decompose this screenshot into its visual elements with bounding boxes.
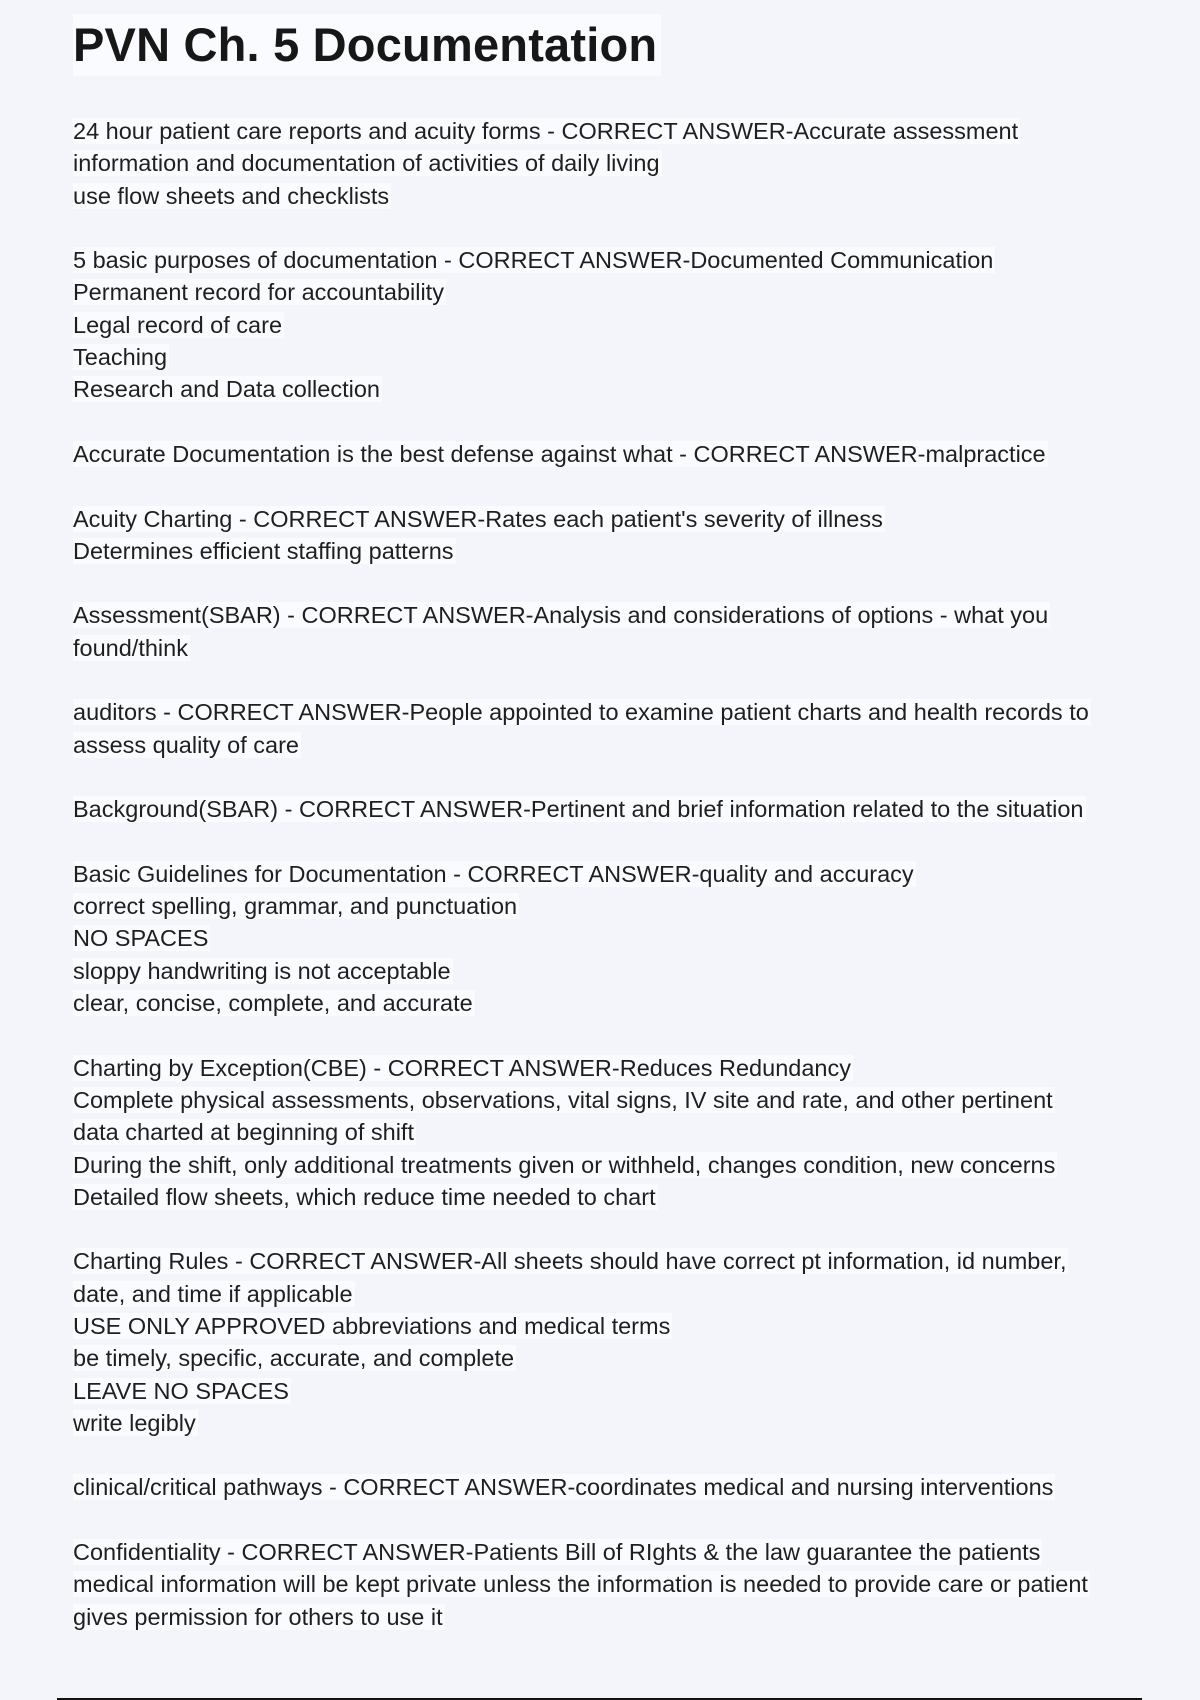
entry-line-text: gives permission for others to use it xyxy=(73,1603,443,1630)
qa-entry xyxy=(73,1471,1133,1503)
entry-line-text: Permanent record for accountability xyxy=(73,279,444,306)
entry-line xyxy=(73,1278,1133,1310)
entry-line-text: Charting Rules - CORRECT ANSWER-All sheets should have correct pt information, id number, xyxy=(73,1248,1067,1275)
entry-line xyxy=(73,1407,1133,1439)
entry-line-text: 24 hour patient care reports and acuity forms - CORRECT ANSWER-Accurate assessment xyxy=(73,118,1019,144)
qa-entry xyxy=(73,115,1133,212)
entry-line xyxy=(73,373,1133,405)
entry-line-text: NO SPACES xyxy=(73,925,209,952)
entry-line xyxy=(73,309,1133,341)
entry-line xyxy=(73,1601,1133,1633)
entry-line-text: data charted at beginning of shift xyxy=(73,1119,414,1146)
entry-line-text: date, and time if applicable xyxy=(73,1280,353,1307)
entry-line xyxy=(73,1375,1133,1407)
entry-line-text: Assessment(SBAR) - CORRECT ANSWER-Analysis and considerations of options - what you xyxy=(73,602,1049,629)
entry-line-text: During the shift, only additional treatments given or withheld, changes condition, new concerns xyxy=(73,1151,1056,1178)
entry-line xyxy=(73,1052,1133,1084)
entry-line xyxy=(73,341,1133,373)
qa-entry xyxy=(73,1536,1133,1633)
entry-line-text: auditors - CORRECT ANSWER-People appointed to examine patient charts and health records to xyxy=(73,699,1089,726)
entry-line xyxy=(73,1116,1133,1148)
entry-line-text: medical information will be kept private unless the information is needed to provide care or patient xyxy=(73,1571,1088,1598)
entry-line xyxy=(73,922,1133,954)
entry-line-text: Research and Data collection xyxy=(73,376,380,403)
entry-line xyxy=(73,793,1133,825)
entry-line xyxy=(73,115,1133,147)
entry-line-text: clinical/critical pathways - CORRECT ANSWER-coordinates medical and nursing interventions xyxy=(73,1474,1054,1501)
entry-line xyxy=(73,632,1133,664)
entry-line xyxy=(73,147,1133,179)
entry-line xyxy=(73,1471,1133,1503)
entry-line xyxy=(73,503,1133,535)
qa-entry xyxy=(73,599,1133,664)
entry-list xyxy=(73,115,1133,1633)
qa-entry xyxy=(73,858,1133,1019)
entry-line xyxy=(73,987,1133,1019)
entry-line-text: sloppy handwriting is not acceptable xyxy=(73,957,451,984)
entry-line xyxy=(73,244,1133,276)
entry-line-text: Legal record of care xyxy=(73,311,283,338)
entry-line xyxy=(73,1245,1133,1277)
entry-line-text: clear, concise, complete, and accurate xyxy=(73,990,473,1017)
entry-line-text: Charting by Exception(CBE) - CORRECT ANSWER-Reduces Redundancy xyxy=(73,1054,851,1081)
entry-line xyxy=(73,438,1133,470)
entry-line-text: Basic Guidelines for Documentation - CORRECT ANSWER-quality and accuracy xyxy=(73,860,914,887)
entry-line xyxy=(73,858,1133,890)
entry-line xyxy=(73,1568,1133,1600)
document-page xyxy=(73,14,1133,1665)
entry-line xyxy=(73,729,1133,761)
entry-line xyxy=(73,1342,1133,1374)
entry-line-text: use flow sheets and checklists xyxy=(73,182,390,209)
entry-line-text: Teaching xyxy=(73,344,168,371)
qa-entry xyxy=(73,1052,1133,1213)
entry-line-text: assess quality of care xyxy=(73,731,299,758)
entry-line xyxy=(73,1084,1133,1116)
entry-line-text: LEAVE NO SPACES xyxy=(73,1377,289,1404)
entry-line-text: Confidentiality - CORRECT ANSWER-Patients Bill of RIghts & the law guarantee the patients xyxy=(73,1539,1041,1566)
qa-entry xyxy=(73,696,1133,761)
entry-line-text: information and documentation of activities of daily living xyxy=(73,150,660,177)
entry-line xyxy=(73,696,1133,728)
qa-entry xyxy=(73,438,1133,470)
entry-line-text: write legibly xyxy=(73,1409,196,1436)
entry-line-text: found/think xyxy=(73,634,188,661)
qa-entry xyxy=(73,503,1133,568)
qa-entry xyxy=(73,793,1133,825)
entry-line-text: USE ONLY APPROVED abbreviations and medical terms xyxy=(73,1312,671,1339)
entry-line xyxy=(73,276,1133,308)
entry-line xyxy=(73,955,1133,987)
qa-entry xyxy=(73,1245,1133,1439)
qa-entry xyxy=(73,244,1133,405)
entry-line xyxy=(73,180,1133,212)
entry-line-text: correct spelling, grammar, and punctuation xyxy=(73,893,518,920)
entry-line-text: Background(SBAR) - CORRECT ANSWER-Pertinent and brief information related to the situation xyxy=(73,796,1084,823)
entry-line-text: Detailed flow sheets, which reduce time needed to chart xyxy=(73,1183,656,1210)
entry-line-text: Accurate Documentation is the best defense against what - CORRECT ANSWER-malpractice xyxy=(73,440,1046,467)
entry-line-text: be timely, specific, accurate, and complete xyxy=(73,1345,515,1372)
entry-line xyxy=(73,1149,1133,1181)
entry-line xyxy=(73,890,1133,922)
entry-line-text: Acuity Charting - CORRECT ANSWER-Rates each patient's severity of illness xyxy=(73,505,883,532)
entry-line xyxy=(73,599,1133,631)
document-title: PVN Ch. 5 Documentation xyxy=(73,14,661,76)
entry-line xyxy=(73,535,1133,567)
entry-line-text: Complete physical assessments, observations, vital signs, IV site and rate, and other pertinent xyxy=(73,1086,1053,1113)
entry-line xyxy=(73,1181,1133,1213)
entry-line xyxy=(73,1310,1133,1342)
entry-line xyxy=(73,1536,1133,1568)
entry-line-text: Determines efficient staffing patterns xyxy=(73,537,454,564)
entry-line-text: 5 basic purposes of documentation - CORRECT ANSWER-Documented Communication xyxy=(73,247,994,274)
